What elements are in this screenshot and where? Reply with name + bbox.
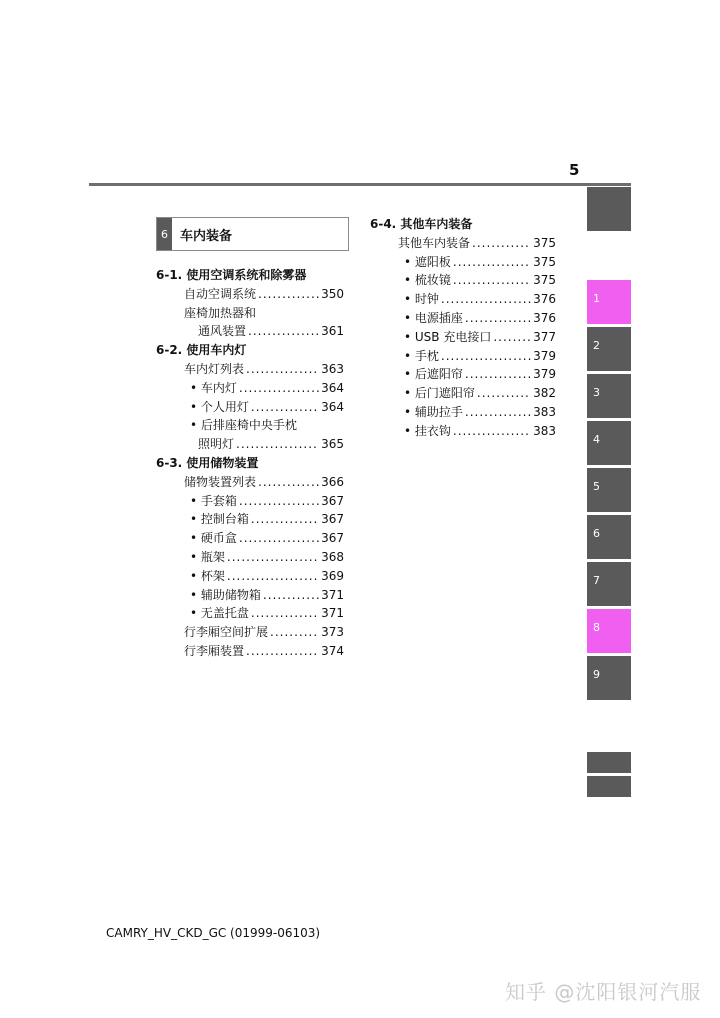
toc-heading: 6-2. 使用车内灯: [156, 343, 247, 358]
toc-entry[interactable]: [156, 435, 344, 454]
toc-entry-text: • 辅助储物箱: [190, 587, 261, 602]
toc-entry-page: 383: [533, 404, 556, 419]
section-number: 6: [157, 218, 172, 250]
leader-dots: [227, 548, 319, 567]
toc-entry[interactable]: [370, 403, 556, 422]
toc-entry-text: • USB 充电接口: [404, 329, 492, 344]
toc-entry-text: • 硬币盒: [190, 531, 237, 546]
side-tab-3[interactable]: [587, 374, 631, 418]
side-tab-label: 9: [593, 668, 600, 681]
side-tab-label: 6: [593, 527, 600, 540]
toc-entry[interactable]: [370, 422, 556, 441]
toc-entry[interactable]: [156, 529, 344, 548]
toc-entry-page: 367: [321, 531, 344, 546]
toc-entry[interactable]: [370, 271, 556, 290]
toc-entry-text: • 遮阳板: [404, 254, 451, 269]
side-tab-8[interactable]: [587, 609, 631, 653]
leader-dots: [465, 403, 531, 422]
toc-entry-page: 379: [533, 367, 556, 382]
toc-entry-text: 其他车内装备: [398, 235, 471, 250]
side-tab-4[interactable]: [587, 421, 631, 465]
toc-heading: 6-1. 使用空调系统和除雾器: [156, 268, 307, 282]
side-tab-top[interactable]: [587, 187, 631, 231]
toc-entry-text: • 辅助拉手: [404, 404, 463, 419]
toc-entry[interactable]: [370, 328, 556, 347]
side-tab-label: 8: [593, 621, 600, 634]
toc-entry-page: 363: [321, 361, 344, 376]
toc-right-column: [370, 215, 556, 441]
leader-dots: [477, 384, 531, 403]
side-tab-5[interactable]: [587, 468, 631, 512]
leader-dots: [441, 347, 531, 366]
toc-entry[interactable]: [156, 285, 344, 304]
side-tab-label: 7: [593, 574, 600, 587]
toc-entry-text: • 无盖托盘: [190, 606, 249, 621]
toc-entry-text: • 控制台箱: [190, 512, 249, 527]
leader-dots: [441, 290, 531, 309]
side-tab-index-upper[interactable]: [587, 752, 631, 773]
toc-entry-page: 369: [321, 568, 344, 583]
toc-entry[interactable]: [156, 548, 344, 567]
leader-dots: [236, 435, 319, 454]
leader-dots: [248, 322, 319, 341]
toc-entry-text: 行李厢空间扩展: [184, 625, 269, 640]
toc-entry-page: 383: [533, 423, 556, 438]
side-tab-label: 5: [593, 480, 600, 493]
toc-entry[interactable]: [156, 510, 344, 529]
toc-entry-text: 储物装置列表: [184, 474, 257, 489]
toc-entry-page: 375: [533, 254, 556, 269]
leader-dots: [246, 360, 319, 379]
toc-entry-text: 座椅加热器和: [184, 305, 257, 320]
toc-entry[interactable]: [370, 347, 556, 366]
leader-dots: [251, 398, 319, 417]
toc-entry[interactable]: [370, 234, 556, 253]
leader-dots: [453, 253, 531, 272]
toc-entry-page: 364: [321, 380, 344, 395]
toc-entry-text: • 后遮阳帘: [404, 367, 463, 382]
toc-heading: 6-3. 使用储物装置: [156, 455, 259, 470]
toc-entry-page: 377: [533, 329, 556, 344]
toc-entry-page: 376: [533, 310, 556, 325]
toc-entry-text: • 后门遮阳帘: [404, 386, 475, 401]
leader-dots: [258, 473, 319, 492]
toc-entry-text: 行李厢装置: [184, 643, 245, 658]
toc-entry[interactable]: [156, 473, 344, 492]
toc-entry-page: 379: [533, 348, 556, 363]
toc-entry-page: 364: [321, 399, 344, 414]
toc-entry[interactable]: [370, 290, 556, 309]
side-tab-label: 4: [593, 433, 600, 446]
toc-entry[interactable]: [156, 604, 344, 623]
watermark: 知乎 @沈阳银河汽服: [505, 980, 702, 1004]
toc-entry[interactable]: [156, 322, 344, 341]
toc-entry-text: • 个人用灯: [190, 399, 249, 414]
leader-dots: [472, 234, 531, 253]
leader-dots: [227, 567, 319, 586]
side-tab-label: 2: [593, 339, 600, 352]
toc-entry[interactable]: [156, 398, 344, 417]
page-number: 5: [569, 161, 580, 179]
toc-heading: 6-4. 其他车内装备: [370, 217, 473, 231]
toc-entry-page: 367: [321, 512, 344, 527]
toc-entry-page: 366: [321, 474, 344, 489]
leader-dots: [453, 422, 531, 441]
toc-entry[interactable]: [156, 379, 344, 398]
leader-dots: [251, 604, 319, 623]
toc-entry[interactable]: [370, 384, 556, 403]
leader-dots: [239, 492, 319, 511]
side-tab-7[interactable]: [587, 562, 631, 606]
toc-entry-page: 382: [533, 386, 556, 401]
leader-dots: [465, 309, 531, 328]
side-tab-2[interactable]: [587, 327, 631, 371]
side-tab-9[interactable]: [587, 656, 631, 700]
toc-entry[interactable]: [156, 567, 344, 586]
toc-entry-text: • 瓶架: [190, 549, 225, 564]
toc-entry-text: 通风装置: [198, 324, 247, 339]
toc-entry-text: • 挂衣钩: [404, 423, 451, 438]
toc-entry-page: 371: [321, 587, 344, 602]
toc-entry[interactable]: [156, 642, 344, 661]
toc-entry-page: 375: [533, 235, 556, 250]
toc-entry[interactable]: [370, 365, 556, 384]
section-title: 车内装备: [180, 228, 233, 244]
toc-entry[interactable]: [370, 253, 556, 272]
leader-dots: [251, 510, 319, 529]
toc-entry[interactable]: [370, 309, 556, 328]
toc-entry-page: 376: [533, 292, 556, 307]
toc-entry[interactable]: [156, 360, 344, 379]
leader-dots: [453, 271, 531, 290]
toc-entry-text: 车内灯列表: [184, 361, 245, 376]
toc-entry-text: • 电源插座: [404, 310, 463, 325]
leader-dots: [465, 365, 531, 384]
toc-entry-page: 361: [321, 324, 344, 339]
side-tab-1[interactable]: [587, 280, 631, 324]
leader-dots: [263, 586, 319, 605]
toc-entry-page: 371: [321, 606, 344, 621]
toc-entry-page: 368: [321, 549, 344, 564]
toc-entry-page: 374: [321, 643, 344, 658]
leader-dots: [258, 285, 319, 304]
toc-entry-page: 350: [321, 286, 344, 301]
toc-entry-page: 375: [533, 273, 556, 288]
toc-left-column: [156, 266, 344, 661]
toc-entry-text: • 杯架: [190, 568, 225, 583]
toc-entry[interactable]: [156, 586, 344, 605]
leader-dots: [493, 328, 531, 347]
leader-dots: [246, 642, 319, 661]
toc-entry-page: 373: [321, 625, 344, 640]
toc-entry-text: • 时钟: [404, 292, 439, 307]
toc-entry-text: • 梳妆镜: [404, 273, 451, 288]
side-tab-index-lower[interactable]: [587, 776, 631, 797]
toc-entry-text: • 车内灯: [190, 380, 237, 395]
document-code: CAMRY_HV_CKD_GC (01999-06103): [106, 926, 321, 940]
toc-entry[interactable]: [156, 492, 344, 511]
leader-dots: [270, 623, 319, 642]
header-rule: [89, 183, 631, 186]
toc-entry[interactable]: [156, 623, 344, 642]
toc-entry-text: 自动空调系统: [184, 286, 257, 301]
section-title-box: [156, 217, 349, 251]
toc-entry-text: 照明灯: [198, 437, 235, 452]
side-tab-label: 3: [593, 386, 600, 399]
toc-entry-text: • 后排座椅中央手枕: [190, 418, 297, 433]
leader-dots: [239, 379, 319, 398]
toc-entry-page: 365: [321, 437, 344, 452]
side-tab-label: 1: [593, 292, 600, 305]
toc-entry-text: • 手套箱: [190, 493, 237, 508]
leader-dots: [239, 529, 319, 548]
toc-entry-page: 367: [321, 493, 344, 508]
toc-entry-text: • 手枕: [404, 348, 439, 363]
side-tab-6[interactable]: [587, 515, 631, 559]
